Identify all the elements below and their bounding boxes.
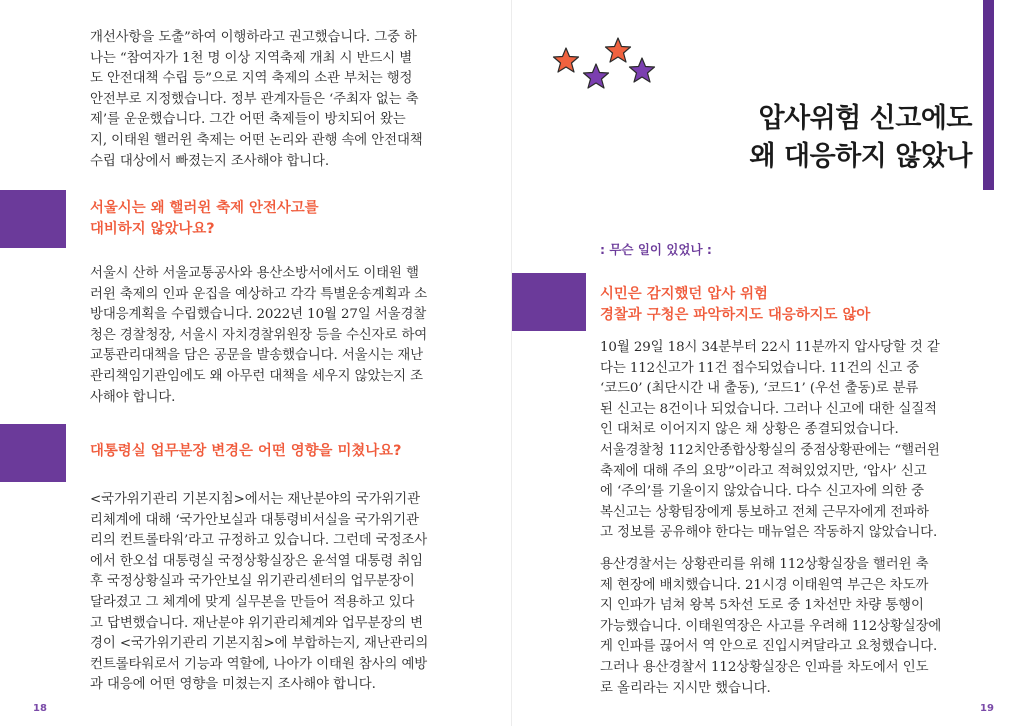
text-line: 나는 “참여자가 1천 명 이상 지역축제 개최 시 반드시 별 xyxy=(90,50,413,66)
text-line: 서울시 산하 서울교통공사와 용산소방서에서도 이태원 핼 xyxy=(90,266,419,281)
text-line: 관리책임기관임에도 왜 아무런 대책을 세우지 않았는지 조 xyxy=(90,368,423,384)
text-line: 수립 대상에서 빠졌는지 조사해야 합니다. xyxy=(90,153,329,169)
star-purple-icon xyxy=(630,58,655,82)
heading-line: 시민은 감지했던 압사 위험 xyxy=(600,286,768,302)
section-marker-bar xyxy=(0,190,66,248)
text-line: 다는 112신고가 11건 접수되었습니다. 11건의 신고 중 xyxy=(600,360,920,376)
intro-paragraph xyxy=(90,28,446,172)
heading-line: 대통령실 업무분장 변경은 어떤 영향을 미쳤나요? xyxy=(90,443,402,459)
text-line: <국가위기관리 기본지침>에서는 재난분야의 국가위기관 xyxy=(90,492,420,507)
text-line: 리의 컨트롤타워’라고 규정하고 있습니다. 그런데 국정조사 xyxy=(90,533,428,549)
text-line: 지 인파가 넘쳐 왕복 5차선 도로 중 1차선만 차량 통행이 xyxy=(600,598,924,614)
text-line: 교통관리대책을 담은 공문을 발송했습니다. 서울시는 재난 xyxy=(90,348,423,364)
text-line: 청은 경찰청장, 서울시 자치경찰위원장 등을 수신자로 하여 xyxy=(90,327,428,343)
text-line: 도 안전대책 수립 등”으로 지역 축제의 소관 부처는 행정 xyxy=(90,71,413,87)
yongsan-police-paragraph xyxy=(600,555,968,699)
text-line: 로 올리라는 지시만 했습니다. xyxy=(600,680,771,696)
star-orange-icon xyxy=(554,48,579,72)
text-line: 후 국정상황실과 국가안보실 위기관리센터의 업무분장이 xyxy=(90,574,415,590)
heading-line: 대비하지 않았나요? xyxy=(90,221,215,237)
text-line: 10월 29일 18시 34분부터 22시 11분까지 압사당할 것 같 xyxy=(600,340,940,355)
reports-paragraph xyxy=(600,338,968,544)
decorative-stars xyxy=(548,34,662,98)
section-heading-presidential-office xyxy=(90,441,401,462)
star-purple-icon xyxy=(584,64,609,88)
text-line: 방대응계획을 수립했습니다. 2022년 10월 27일 서울경찰 xyxy=(90,307,427,323)
text-line: 고 정보를 공유해야 한다는 매뉴얼은 작동하지 않았습니다. xyxy=(600,525,938,541)
text-line: 서울경찰청 112치안종합상황실의 중점상황판에는 “핼러윈 xyxy=(600,442,940,458)
text-line: 안전부로 지정했습니다. 정부 관계자들은 ‘주최자 없는 축 xyxy=(90,91,419,107)
title-line: 왜 대응하지 않았나 xyxy=(749,141,972,172)
text-line: 가능했습니다. 이태원역장은 사고를 우려해 112상황실장에 xyxy=(600,618,942,634)
text-line: 고 답변했습니다. 재난분야 위기관리체계와 업무분장의 변 xyxy=(90,615,423,631)
page-title xyxy=(750,100,972,176)
title-accent-bar xyxy=(983,0,994,190)
text-line: 된 신고는 8건이나 되었습니다. 그러나 신고에 대한 실질적 xyxy=(600,401,937,417)
text-line: 에서 한오섭 대통령실 국정상황실장은 윤석열 대통령 취임 xyxy=(90,553,423,569)
text-line: 리체계에 대해 ‘국가안보실과 대통령비서실을 국가위기관 xyxy=(90,512,419,528)
text-line: 경이 <국가위기관리 기본지침>에 부합하는지, 재난관리의 xyxy=(90,636,429,652)
presidential-office-paragraph xyxy=(90,490,446,696)
text-line: 제 현장에 배치했습니다. 21시경 이태원역 부근은 차도까 xyxy=(600,577,929,593)
text-line: 에 ‘주의’를 기울이지 않았습니다. 다수 신고자에 의한 중 xyxy=(600,484,924,500)
text-line: 인 대처로 이어지지 않은 채 상황은 종결되었습니다. xyxy=(600,422,899,438)
seoul-paragraph xyxy=(90,264,446,408)
text-line: ‘코드0’ (최단시간 내 출동), ‘코드1’ (우선 출동)로 분류 xyxy=(600,381,919,397)
page-number: 18 xyxy=(33,703,47,714)
text-line: 과 대응에 어떤 영향을 미쳤는지 조사해야 합니다. xyxy=(90,677,376,693)
text-line: 컨트롤타워로서 기능과 역할에, 나아가 이태원 참사의 예방 xyxy=(90,656,428,672)
section-marker-bar xyxy=(512,273,586,331)
text-line: 게 인파를 끊어서 역 안으로 진입시켜달라고 요청했습니다. xyxy=(600,639,938,655)
section-heading-seoul xyxy=(90,198,319,240)
text-line: 러윈 축제의 인파 운집을 예상하고 각각 특별운송계획과 소 xyxy=(90,286,428,302)
section-heading-crush-risk xyxy=(600,284,870,326)
page-number: 19 xyxy=(980,703,994,714)
title-line: 압사위험 신고에도 xyxy=(758,103,972,134)
text-line: 지, 이태원 핼러윈 축제는 어떤 논리와 관행 속에 안전대책 xyxy=(90,132,423,148)
text-line: 축제에 대해 주의 요망”이라고 적혀있었지만, ‘압사’ 신고 xyxy=(600,463,927,479)
section-subhead: : 무슨 일이 있었나 : xyxy=(600,242,712,257)
text-line: 복신고는 상황팀장에게 통보하고 전체 근무자에게 전파하 xyxy=(600,504,929,520)
text-line: 그러나 용산경찰서 112상황실장은 인파를 차도에서 인도 xyxy=(600,659,929,675)
text-line: 달라졌고 그 체계에 맞게 실무본을 만들어 적용하고 있다 xyxy=(90,594,415,610)
text-line: 개선사항을 도출”하여 이행하라고 권고했습니다. 그중 하 xyxy=(90,30,417,45)
text-line: 사해야 합니다. xyxy=(90,389,176,405)
star-orange-icon xyxy=(606,38,631,62)
section-marker-bar xyxy=(0,424,66,482)
heading-line: 경찰과 구청은 파악하지도 대응하지도 않아 xyxy=(600,307,871,323)
text-line: 용산경찰서는 상황관리를 위해 112상황실장을 핼러윈 축 xyxy=(600,557,929,572)
heading-line: 서울시는 왜 핼러윈 축제 안전사고를 xyxy=(90,200,319,216)
text-line: 제’를 운운했습니다. 그간 어떤 축제들이 방치되어 왔는 xyxy=(90,112,406,128)
